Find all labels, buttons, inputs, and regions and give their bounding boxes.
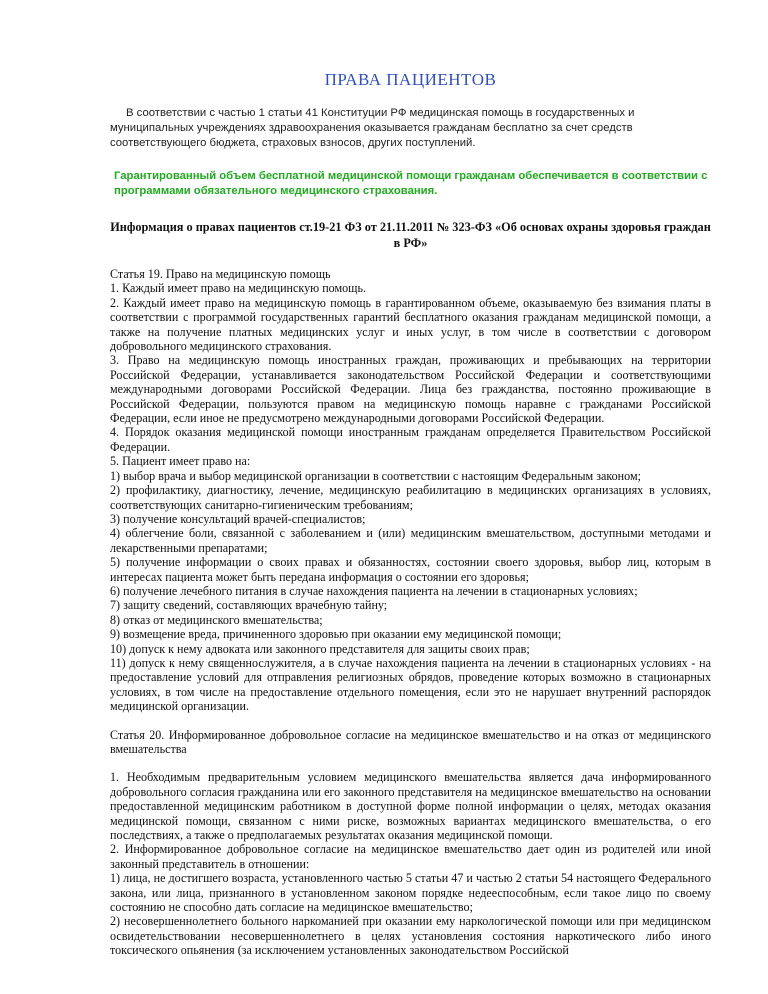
art19-line: Статья 19. Право на медицинскую помощь bbox=[110, 267, 331, 281]
art19-line: 6) получение лечебного питания в случае нахождения пациента на лечении в стационарных условиях; bbox=[110, 583, 638, 598]
art19-line: 4. Порядок оказания медицинской помощи иностранным гражданам определяется Правительством Российской Федерации. bbox=[110, 425, 711, 454]
art20-line: 1. Необходимым предварительным условием медицинского вмешательства является дача информированного добровольного согласия гражданина или его законного представителя на медицинское вмешательство на основании предоставленной медицинским работником в доступной форме полной информации о целях, методах оказания медицинской помощи, связанном с ними риске, возможных вариантах медицинского вмешательства, о его последствиях, а также о предполагаемых результатах оказания медицинской помощи. bbox=[110, 770, 711, 843]
art19-line: 2) профилактику, диагностику, лечение, медицинскую реабилитацию в медицинских организациях в условиях, соответствующих санитарно-гигиеническим требованиям; bbox=[110, 483, 711, 512]
art20-line: 2) несовершеннолетнего больного наркоманией при оказании ему наркологической помощи или при медицинском освидетельствовании несовершеннолетнего в целях установления состояния наркотического либо иного токсического опьянения (за исключением установленных законодательством Российской bbox=[110, 914, 711, 958]
art19-line: 5. Пациент имеет право на: bbox=[110, 454, 251, 469]
art19-line: 10) допуск к нему адвоката или законного представителя для защиты своих прав; bbox=[110, 641, 530, 656]
art19-line: 5) получение информации о своих правах и обязанностях, состоянии своего здоровья, выбор лиц, которым в интересах пациента может быть передана информация о состоянии его здоровья; bbox=[110, 555, 711, 584]
art19-line: 11) допуск к нему священнослужителя, а в случае нахождения пациента на лечении в стационарных условиях - на предоставление условий для отправления религиозных обрядов, проведение которых возможно в стационарных условиях, в том числе на предоставление отдельного помещения, если это не нарушает внутренний распорядок медицинской организации. bbox=[110, 655, 711, 714]
intro-paragraph: В соответствии с частью 1 статьи 41 Конституции РФ медицинская помощь в государственных и муниципальных учреждениях здравоохранения оказывается гражданам бесплатно за счет средств соответствующего бюджета, страховых взносов, других поступлений. bbox=[110, 107, 635, 149]
article-19 bbox=[110, 267, 711, 714]
art20-line: 2. Информированное добровольное согласие на медицинское вмешательство дает один из родителей или иной законный представитель в отношении: bbox=[110, 842, 711, 871]
article-20 bbox=[110, 728, 711, 958]
art19-line: 2. Каждый имеет право на медицинскую помощь в гарантированном объеме, оказываемую без взимания платы в соответствии с программой государственных гарантий бесплатного оказания гражданам медицинской помощи, а также на получение платных медицинских услуг и иных услуг, в том числе в соответствии с договором добровольного медицинского страхования. bbox=[110, 295, 711, 354]
document-page bbox=[110, 0, 711, 958]
art19-line: 3) получение консультаций врачей-специалистов; bbox=[110, 511, 366, 526]
info-heading: Информация о правах пациентов ст.19-21 ФЗ от 21.11.2011 № 323-ФЗ «Об основах охраны здоровья граждан в РФ» bbox=[110, 220, 711, 250]
guarantee-statement: Гарантированный объем бесплатной медицинской помощи гражданам обеспечивается в соответствии с программами обязательного медицинского страхования. bbox=[114, 170, 708, 197]
art19-line: 4) облегчение боли, связанной с заболеванием и (или) медицинским вмешательством, доступными методами и лекарственными препаратами; bbox=[110, 526, 711, 555]
art20-title: Статья 20. Информированное добровольное согласие на медицинское вмешательство и на отказ от медицинского вмешательства bbox=[110, 727, 711, 756]
art19-line: 3. Право на медицинскую помощь иностранных граждан, проживающих и пребывающих на территории Российской Федерации, устанавливается законодательством Российской Федерации и соответствующими международными договорами Российской Федерации. Лица без гражданства, постоянно проживающие в Российской Федерации, пользуются правом на медицинскую помощь наравне с гражданами Российской Федерации, если иное не предусмотрено международными договорами Российской Федерации. bbox=[110, 353, 711, 426]
art19-line: 9) возмещение вреда, причиненного здоровью при оказании ему медицинской помощи; bbox=[110, 627, 562, 642]
art19-line: 1) выбор врача и выбор медицинской организации в соответствии с настоящим Федеральным законом; bbox=[110, 468, 641, 483]
page-title: ПРАВА ПАЦИЕНТОВ bbox=[324, 70, 497, 89]
art20-line: 1) лица, не достигшего возраста, установленного частью 5 статьи 47 и частью 2 статьи 54 настоящего Федерального закона, или лица, признанного в установленном законом порядке недееспособным, если такое лицо по своему состоянию не способно дать согласие на медицинское вмешательство; bbox=[110, 871, 711, 915]
art19-line: 8) отказ от медицинского вмешательства; bbox=[110, 612, 323, 627]
art19-line: 7) защиту сведений, составляющих врачебную тайну; bbox=[110, 598, 388, 613]
art19-line: 1. Каждый имеет право на медицинскую помощь. bbox=[110, 281, 367, 296]
